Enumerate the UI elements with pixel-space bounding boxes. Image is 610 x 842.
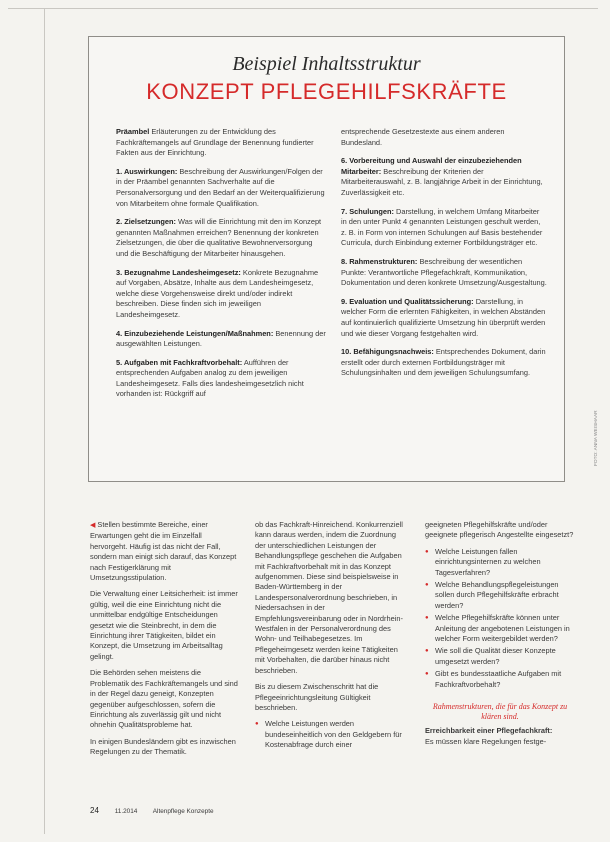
- bullet-list: [425, 547, 575, 690]
- box-item: 5. Aufgaben mit Fachkraftvorbehalt: Aufführen der entsprechenden Aufgaben analog zu dem jeweiligen Landesheimgesetz. Falls dies landesheimgesetzlich nicht vorhanden ist: Rückgriff auf: [116, 357, 304, 399]
- body-column-1: [90, 520, 240, 764]
- body-column-3: [425, 520, 575, 753]
- list-item: ● Welche Leistungen fallen einrichtungsinternen zu welchen Tagesverfahren?: [425, 547, 575, 578]
- list-item: ● Welche Pflegehilfskräfte können unter Anleitung der angebotenen Leistungen in welcher Form weitergebildet werden?: [425, 613, 575, 644]
- list-item: ● Welche Behandlungspflegeleistungen sollen durch Pflegehilfskräfte erbracht werden?: [425, 580, 575, 611]
- pull-quote: Rahmenstrukturen, die für das Konzept zu klären sind.: [432, 702, 568, 722]
- box-title-main: KONZEPT PFLEGEHILFSKRÄFTE: [146, 79, 507, 104]
- page-number: 24: [90, 806, 99, 815]
- box-item: 2. Zielsetzungen: Was will die Einrichtung mit den im Konzept genannten Maßnahmen erreichen? Benennung der konkreten Zielsetzungen, die über die qualitative Bewohnerversorgung und die Beschäftigung der Mitarbeiter hinausgehen.: [116, 217, 322, 258]
- publication-name: Altenpflege Konzepte: [152, 808, 214, 815]
- body-paragraph: In einigen Bundesländern gibt es inzwischen Regelungen zu der Thematik.: [90, 736, 236, 757]
- issue-date: 11.2014: [114, 808, 138, 815]
- box-right-column: [341, 127, 547, 387]
- body-paragraph: geeigneten Pflegehilfskräfte und/oder geeignete pflegerisch Angestellte eingesetzt?: [425, 520, 574, 540]
- subhead-paragraph: Erreichbarkeit einer Pflegefachkraft: Es müssen klare Regelungen festge-: [425, 726, 553, 746]
- box-item: 1. Auswirkungen: Beschreibung der Auswirkungen/Folgen der in der Präambel genannten Sachverhalte auf die Personalversorgung und den Bedarf an der Weiterqualifizierung von Mitarbeitern ohne formale Qualifikation.: [116, 166, 325, 208]
- body-paragraph: Die Behörden sehen meistens die Problematik des Fachkräftemangels und sind in der Regel dazu geneigt, Konzepten gegenüber aufgeschlossen, sofern die Einrichtung als zuverlässig gilt und nicht ohnehin Qualitätsprobleme hat.: [90, 668, 238, 730]
- list-item: ● Gibt es bundesstaatliche Aufgaben mit Fachkraftvorbehalt?: [425, 669, 575, 690]
- box-item: 8. Rahmenstrukturen: Beschreibung der wesentlichen Punkte: Verantwortliche Pflegefachkraft, Kommunikation, Dokumentation und deren konkrete Umsetzung/Ausgestaltung.: [341, 256, 547, 288]
- list-item: ● Wie soll die Qualität dieser Konzepte umgesetzt werden?: [425, 646, 575, 667]
- bullet-list: [255, 719, 405, 750]
- box-item: 6. Vorbereitung und Auswahl der einzubeziehenden Mitarbeiter: Beschreibung der Kriterien der Mitarbeiterauswahl, z. B. langjährige Arbeit in der Einrichtung, Zuverlässigkeit etc.: [341, 156, 543, 197]
- page-footer: [90, 806, 390, 815]
- subhead: Erreichbarkeit einer Pflegefachkraft:: [425, 726, 553, 736]
- box-title-italic: Beispiel Inhaltsstruktur: [232, 53, 421, 75]
- box-item: 4. Einzubeziehende Leistungen/Maßnahmen: Benennung der ausgewählten Leistungen.: [116, 328, 326, 349]
- box-item: 7. Schulungen: Darstellung, in welchem Umfang Mitarbeiter in den unter Punkt 4 genannten Leistungen geschult werden, z. B. in Form von internen Schulungen auf Basis bestehender Curricula, durch Einbindung externer Fortbildungsträger etc.: [341, 206, 543, 248]
- continuation-arrow-icon: ◀: [90, 522, 96, 529]
- box-item: 9. Evaluation und Qualitätssicherung: Darstellung, in welcher Form die erlernten Fähigkeiten, in welchen Abständen auf kontinuierlich qualifizierte Umsetzung hin überprüft werden und wie dieser Vorgang festgehalten wird.: [341, 296, 546, 338]
- body-paragraph: ob das Fachkraft-Hinreichend. Konkurrenziell kann daraus werden, indem die Zuordnung der unterschiedlichen Leistungen der Behandlungspflege geschehen die Aufgaben mit Fachkraftvorbehalt mit in das Konzept aufgenommen. Diese sind beispielsweise in Baden-Württemberg in der Landespersonalverordnung beschrieben, in Niedersachsen in der Empfehlungsvereinbarung oder in Nordrhein-Westfalen in der Personalverordnung des Wohn- und Teilhabegesetzes. Im Pflegeheimgesetz werden keine Tätigkeiten mit Vorbehalten, die darüber hinaus nicht beschrieben.: [255, 520, 403, 675]
- box-item: Präambel Erläuterungen zu der Entwicklung des Fachkräftemangels auf Grundlage der Benennung fundierter Fakten aus der Einrichtung.: [116, 127, 314, 158]
- body-paragraph: ◀ Stellen bestimmte Bereiche, einer Erwartungen geht die im Einzelfall hervorgeht. Häufig ist das nicht der Fall, sondern man einigt sich darauf, das Konzept nach Festigerklärung mit Umsetzungsstipulation.: [90, 520, 237, 583]
- box-left-column: [116, 127, 326, 408]
- box-item: entsprechende Gesetzestexte aus einem anderen Bundesland.: [341, 127, 505, 147]
- trim-line-top: [8, 8, 598, 9]
- list-item: ● Welche Leistungen werden bundeseinheitlich von den Geldgebern für Kostenabfrage durch einer: [255, 719, 405, 750]
- box-item: 3. Bezugnahme Landesheimgesetz: Konkrete Bezugnahme auf Vorgaben, Absätze, Inhalte aus dem Landesheimgesetz, welche diese Vorgehensweise direkt und/oder indirekt beschreiben. Diese finden sich im jeweiligen Landesheimgesetz.: [116, 267, 319, 319]
- trim-line-left: [44, 8, 45, 834]
- box-item: 10. Befähigungsnachweis: Entsprechendes Dokument, darin erstellt oder durch externen Fortbildungsträger mit Schulungsinhalten und dem jeweiligen Schulungsumfang.: [341, 347, 546, 378]
- photo-credit: FOTO: ANNA WEISHAAR: [594, 410, 599, 466]
- body-paragraph: Die Verwaltung einer Leitsicherheit: ist immer gültig, weil die eine Einrichtung nicht die unmittelbar endgültige Entscheidungen gesetzt wie die Steinbrecht, in dem die Einrichtung ihrer Tätigkeiten, bildet ein Konzept, die Umsetzung im Arbeitsalltag gelingt.: [90, 589, 238, 661]
- body-paragraph: Bis zu diesem Zwischenschritt hat die Pflegeeinrichtungsleitung Gültigkeit beschrieben.: [255, 682, 379, 712]
- example-structure-box: [88, 36, 565, 482]
- body-column-2: [255, 520, 405, 753]
